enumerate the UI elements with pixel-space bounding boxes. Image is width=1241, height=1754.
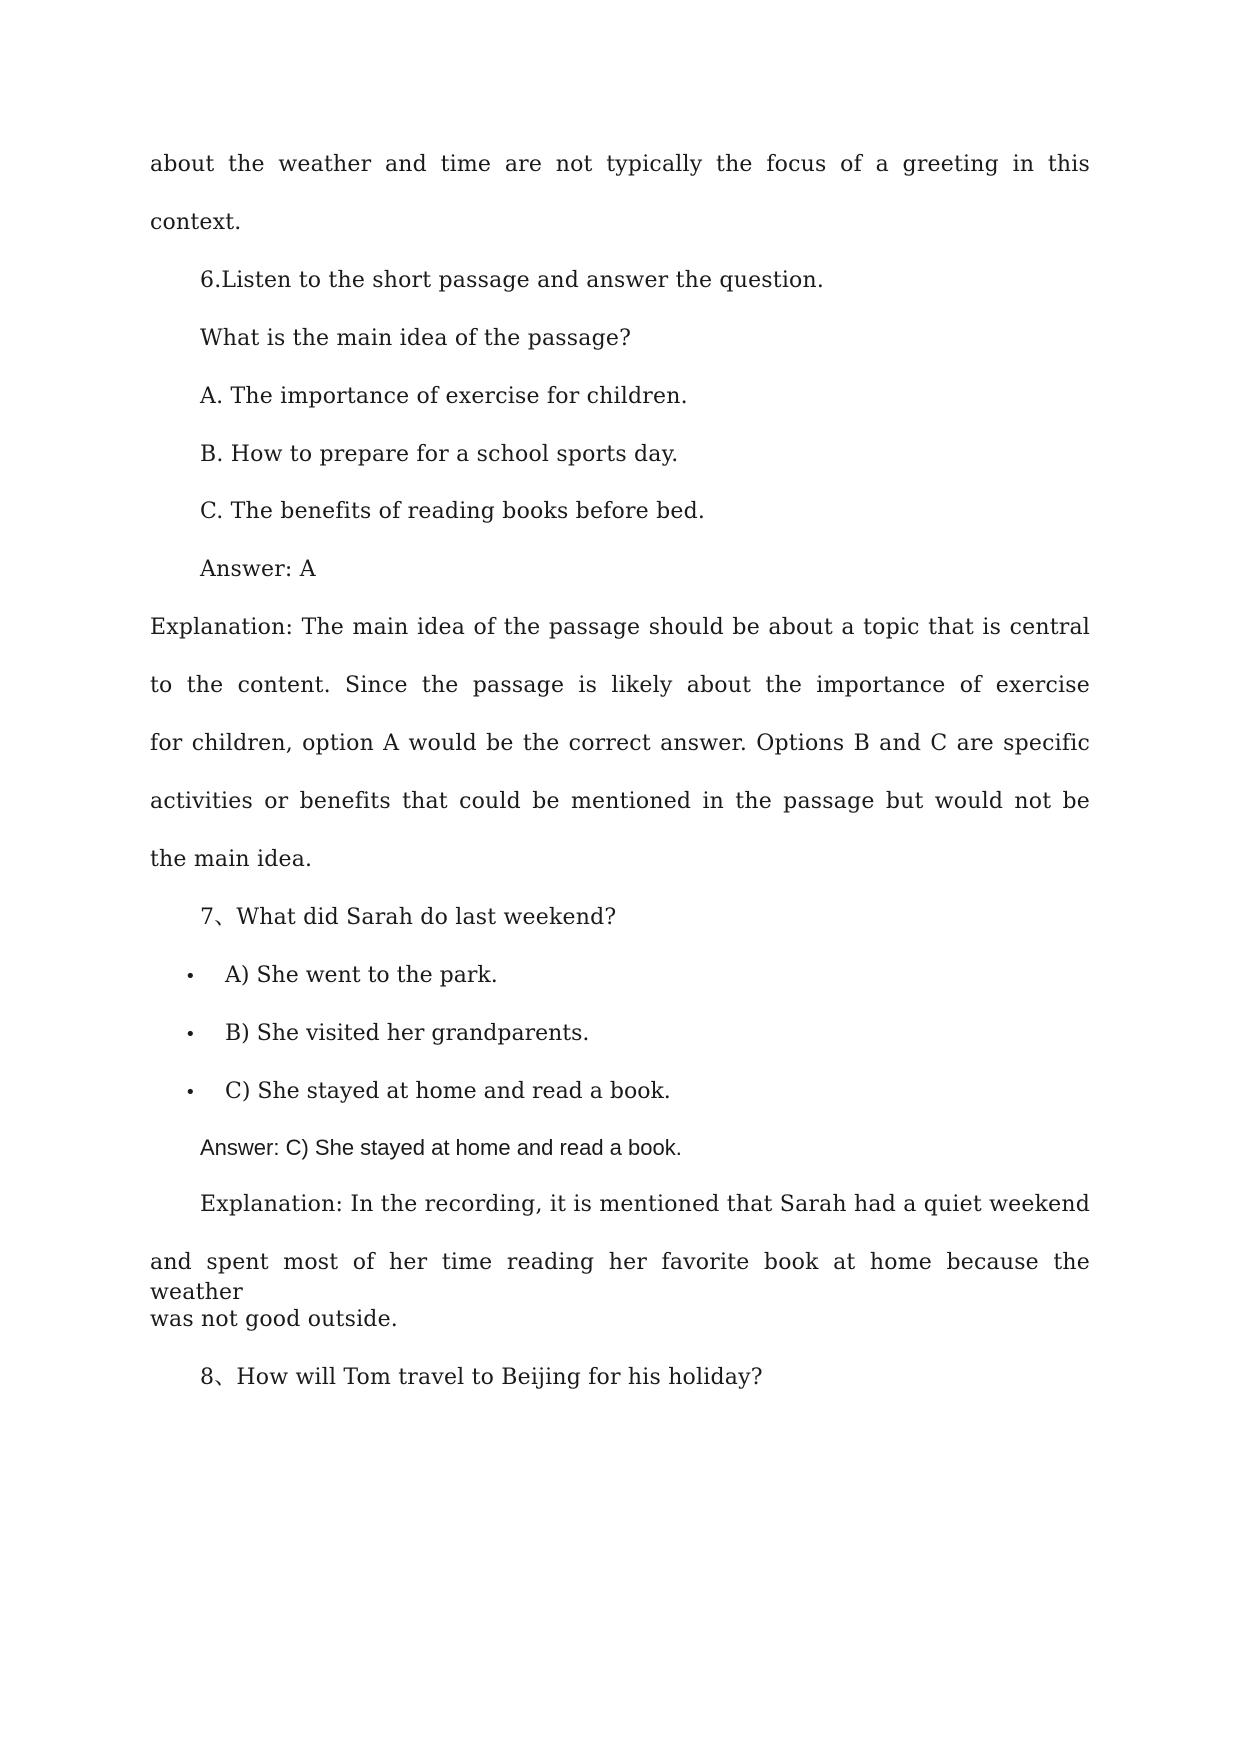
question-7-option-a: A) She went to the park. — [225, 963, 498, 988]
list-item — [185, 1077, 1085, 1108]
question-8-prompt: 8、How will Tom travel to Beijing for his holiday? — [200, 1365, 763, 1390]
explanation-line: to the content. Since the passage is likely about the importance of exercise — [150, 673, 1090, 698]
question-6-option-c: C. The benefits of reading books before bed. — [200, 499, 706, 524]
bullet-icon: • — [185, 1024, 196, 1045]
explanation-line: and spent most of her time reading her favorite book at home because the weather — [150, 1250, 1090, 1305]
paragraph-line: context. — [150, 210, 242, 235]
explanation-line: the main idea. — [150, 847, 313, 872]
list-item — [185, 1019, 1085, 1050]
question-6-option-a: A. The importance of exercise for children. — [200, 384, 688, 409]
explanation-line: activities or benefits that could be mentioned in the passage but would not be — [150, 789, 1090, 814]
explanation-line: for children, option A would be the correct answer. Options B and C are specific — [150, 731, 1090, 756]
explanation-line: was not good outside. — [150, 1307, 399, 1332]
question-7-option-c: C) She stayed at home and read a book. — [225, 1079, 671, 1104]
list-item — [185, 961, 1085, 992]
question-6-prompt: What is the main idea of the passage? — [200, 326, 632, 351]
bullet-icon: • — [185, 1082, 196, 1103]
question-6-answer: Answer: A — [200, 557, 316, 582]
explanation-line: Explanation: The main idea of the passage should be about a topic that is central — [150, 615, 1090, 640]
question-6-title: 6.Listen to the short passage and answer the question. — [200, 268, 825, 293]
explanation-line: Explanation: In the recording, it is mentioned that Sarah had a quiet weekend — [200, 1192, 1090, 1217]
question-7-prompt: 7、What did Sarah do last weekend? — [200, 905, 617, 930]
question-7-answer: Answer: C) She stayed at home and read a book. — [200, 1135, 682, 1160]
question-7-option-b: B) She visited her grandparents. — [225, 1021, 590, 1046]
question-6-option-b: B. How to prepare for a school sports day. — [200, 442, 679, 467]
paragraph-line: about the weather and time are not typically the focus of a greeting in this — [150, 152, 1090, 177]
bullet-icon: • — [185, 966, 196, 987]
